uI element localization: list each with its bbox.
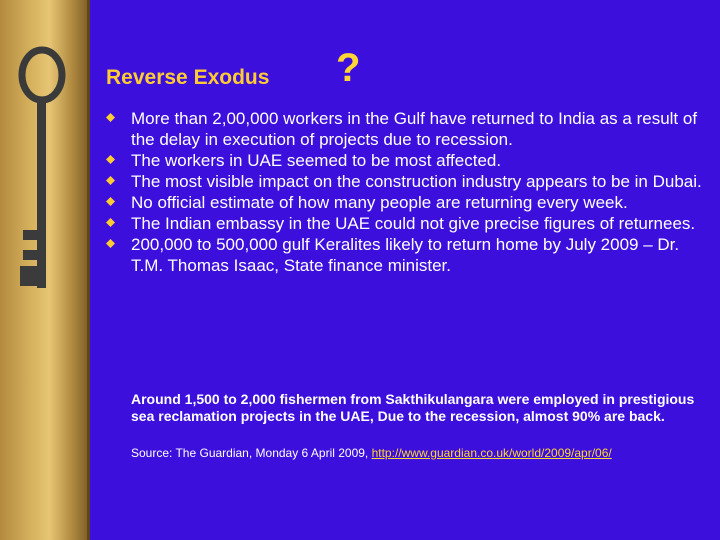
diamond-bullet-icon bbox=[106, 113, 115, 122]
antique-key-icon bbox=[2, 30, 88, 310]
bullet-text: The most visible impact on the construction industry appears to be in Dubai. bbox=[131, 172, 702, 191]
source-text: Source: The Guardian, Monday 6 April 2009, bbox=[131, 446, 372, 460]
diamond-bullet-icon bbox=[106, 176, 115, 185]
bullet-text: No official estimate of how many people are returning every week. bbox=[131, 193, 628, 212]
bullet-list bbox=[106, 108, 706, 276]
diamond-bullet-icon bbox=[106, 197, 115, 206]
diamond-bullet-icon bbox=[106, 239, 115, 248]
source-link[interactable]: http://www.guardian.co.uk/world/2009/apr/06/ bbox=[371, 446, 612, 460]
bullet-text: 200,000 to 500,000 gulf Keralites likely to return home by July 2009 – Dr. T.M. Thomas Isaac, State finance minister. bbox=[131, 235, 680, 275]
bullet-item bbox=[106, 171, 706, 192]
bullet-item bbox=[106, 213, 706, 234]
diamond-bullet-icon bbox=[106, 218, 115, 227]
slide-title: Reverse Exodus bbox=[106, 66, 270, 89]
bullet-item bbox=[106, 234, 706, 276]
diamond-bullet-icon bbox=[106, 155, 115, 164]
bullet-item bbox=[106, 192, 706, 213]
title-question-mark: ? bbox=[336, 46, 361, 90]
bullet-text: More than 2,00,000 workers in the Gulf have returned to India as a result of the delay in execution of projects due to recession. bbox=[131, 109, 698, 149]
fishermen-note: Around 1,500 to 2,000 fishermen from Sakthikulangara were employed in prestigious sea reclamation projects in the UAE, Due to the recession, almost 90% are back. bbox=[131, 391, 695, 424]
decorative-side-panel bbox=[0, 0, 90, 540]
source-citation bbox=[131, 446, 711, 460]
bullet-item bbox=[106, 150, 706, 171]
bullet-text: The Indian embassy in the UAE could not give precise figures of returnees. bbox=[131, 214, 696, 233]
bullet-text: The workers in UAE seemed to be most affected. bbox=[131, 151, 502, 170]
bullet-item bbox=[106, 108, 706, 150]
